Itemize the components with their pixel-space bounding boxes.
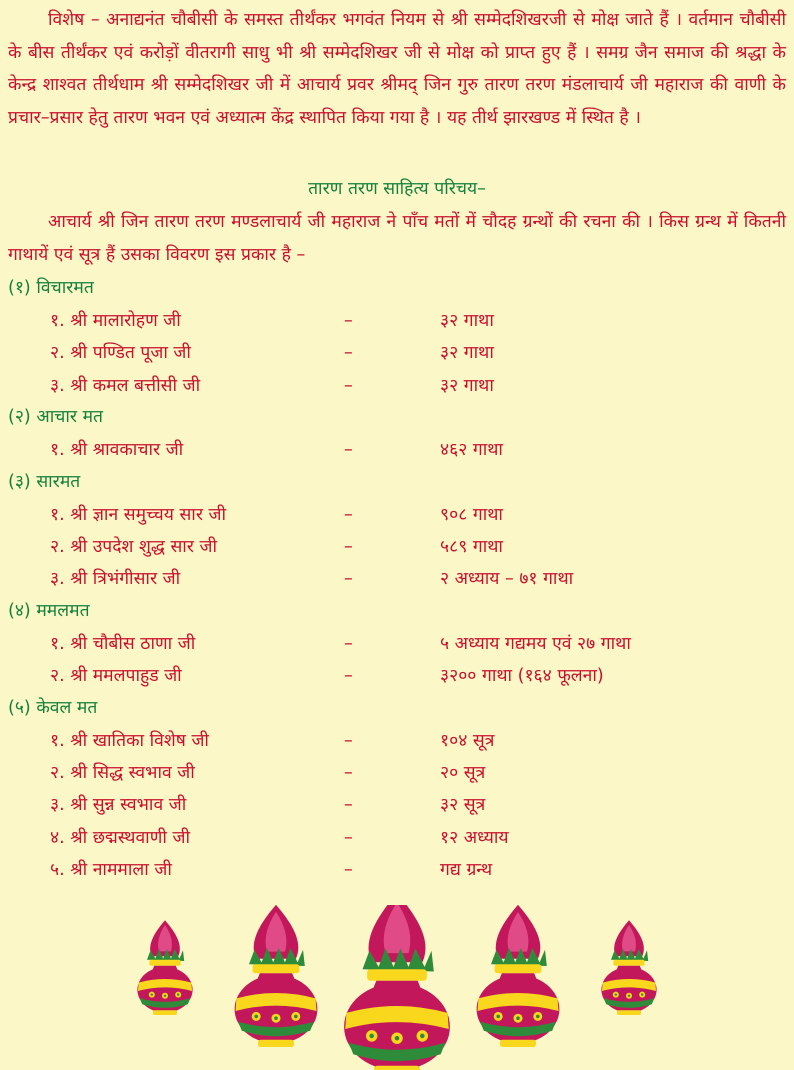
granth-row (0, 531, 794, 563)
summary-paragraph: आचार्य श्री जिन तारण तरण मण्डलाचार्य जी महाराज ने पाँच मतों में चौदह ग्रन्थों की रचना की । किस ग्रन्थ में कितनी गाथायें एवं सूत्र हैं उसका विवरण इस प्रकार है – (8, 212, 786, 265)
granth-count: ३२ गाथा (440, 311, 494, 331)
granth-count: २० सूत्र (440, 763, 486, 783)
granth-name: ५. श्री नाममाला जी (50, 860, 172, 881)
kalash-icon (344, 905, 450, 1070)
granth-count: १०४ सूत्र (440, 730, 495, 751)
section-title: (१) विचारमत (8, 278, 94, 298)
separator-dash: – (344, 860, 353, 881)
granth-name: १. श्री ज्ञान समुच्चय सार जी (50, 504, 227, 525)
granth-count: ३२ गाथा (440, 375, 494, 396)
section-title: (२) आचार मत (8, 407, 104, 428)
granth-row (0, 757, 794, 789)
section-title: (५) केवल मत (8, 697, 98, 718)
separator-dash: – (344, 763, 353, 783)
granth-count: गद्य ग्रन्थ (440, 860, 493, 881)
granth-name: २. श्री ममलपाहुड जी (50, 666, 182, 687)
granth-row (0, 499, 794, 531)
separator-dash: – (344, 730, 353, 751)
separator-dash: – (344, 569, 353, 590)
granth-name: २. श्री सिद्ध स्वभाव जी (50, 763, 195, 783)
granth-row (0, 628, 794, 660)
kalash-icon (137, 920, 192, 1015)
separator-dash: – (344, 666, 353, 687)
section-heading: तारण तरण साहित्य परिचय– (308, 179, 486, 199)
separator-dash: – (344, 375, 353, 396)
granth-row (0, 305, 794, 337)
granth-name: ३. श्री त्रिभंगीसार जी (50, 569, 181, 590)
granth-count: ४६२ गाथा (440, 440, 503, 461)
granth-name: ३. श्री कमल बत्तीसी जी (50, 375, 201, 396)
granth-row (0, 789, 794, 821)
kalash-decoration (0, 905, 794, 1070)
granth-count: २ अध्याय – ७१ गाथा (440, 569, 574, 590)
granth-name: २. श्री उपदेश शुद्ध सार जी (50, 537, 218, 557)
granth-name: १. श्री खातिका विशेष जी (50, 730, 209, 751)
separator-dash: – (344, 311, 353, 331)
separator-dash: – (344, 440, 353, 461)
intro-paragraph: विशेष – अनाद्यनंत चौबीसी के समस्त तीर्थंकर भगवंत नियम से श्री सम्मेदशिखरजी से मोक्ष जाते हैं । वर्तमान चौबीसी के बीस तीर्थंकर एवं करोड़ों वीतरागी साधु भी श्री सम्मेदशिखर जी से मोक्ष को प्राप्त हुए हैं । समग्र जैन समाज की श्रद्धा के केन्द्र शाश्वत तीर्थधाम श्री सम्मेदशिखर जी में आचार्य प्रवर श्रीमद् जिन गुरु तारण तरण मंडलाचार्य जी महाराज की वाणी के प्रचार–प्रसार हेतु तारण भवन एवं अध्यात्म केंद्र स्थापित किया गया है । यह तीर्थ झारखण्ड में स्थित है । (8, 10, 786, 128)
granth-count: ३२ सूत्र (440, 795, 486, 816)
granth-name: २. श्री पण्डित पूजा जी (50, 343, 191, 364)
granth-count: ५८९ गाथा (440, 537, 503, 557)
section-title: (३) सारमत (8, 471, 81, 492)
kalash-icon (477, 905, 560, 1047)
granth-row (0, 822, 794, 854)
separator-dash: – (344, 343, 353, 364)
separator-dash: – (344, 633, 353, 654)
separator-dash: – (344, 795, 353, 816)
separator-dash: – (344, 827, 353, 848)
granth-name: १. श्री श्रावकाचार जी (50, 440, 184, 461)
granth-row (0, 854, 794, 886)
granth-row (0, 660, 794, 692)
granth-row (0, 563, 794, 595)
kalash-icon (601, 920, 656, 1015)
granth-name: ३. श्री सुन्न स्वभाव जी (50, 795, 187, 816)
granth-count: ३२ गाथा (440, 343, 494, 364)
granth-name: १. श्री चौबीस ठाणा जी (50, 633, 196, 654)
granth-row (0, 725, 794, 757)
granth-count: १२ अध्याय (440, 827, 509, 848)
granth-row (0, 370, 794, 402)
granth-count: ९०८ गाथा (440, 504, 503, 525)
kalash-icon (235, 905, 318, 1047)
separator-dash: – (344, 537, 353, 557)
granth-row (0, 434, 794, 466)
section-title: (४) ममलमत (8, 600, 90, 621)
granth-count: ३२०० गाथा (१६४ फूलना) (440, 666, 604, 687)
granth-name: १. श्री मालारोहण जी (50, 311, 181, 331)
separator-dash: – (344, 504, 353, 525)
granth-name: ४. श्री छद्मस्थवाणी जी (50, 827, 190, 848)
granth-row (0, 337, 794, 369)
granth-count: ५ अध्याय गद्यमय एवं २७ गाथा (440, 633, 631, 654)
